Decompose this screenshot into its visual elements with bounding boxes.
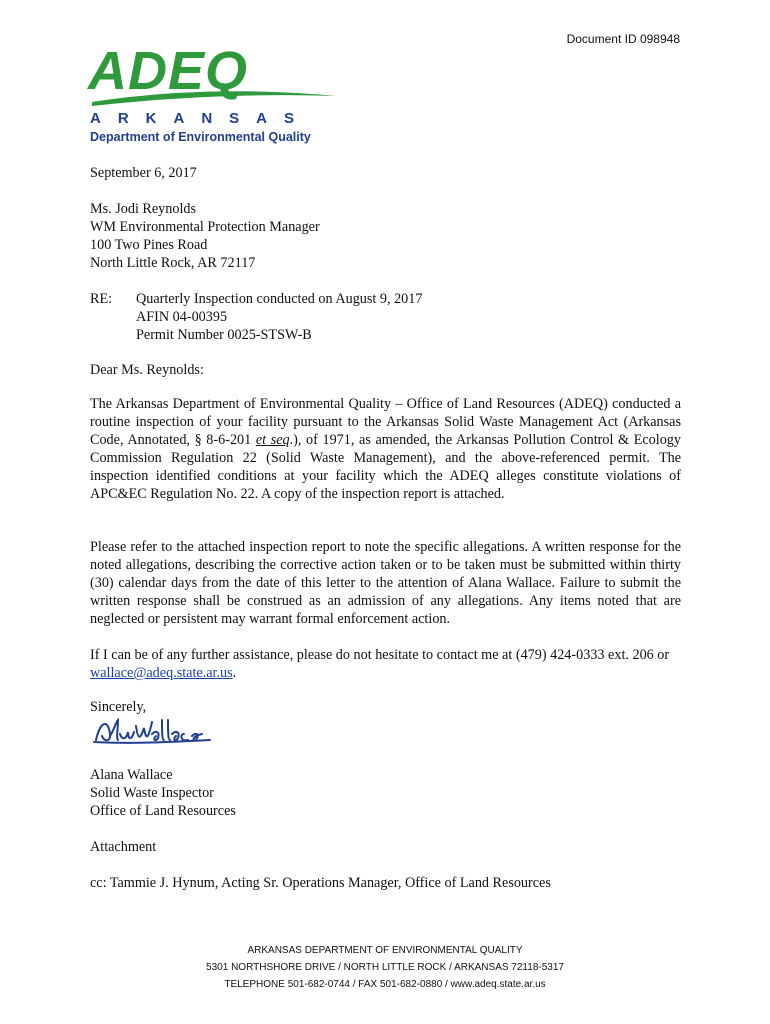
re-label: RE: [90, 291, 113, 307]
paragraph-1-et-seq: et seq [255, 432, 290, 448]
paragraph-3-part-a: If I can be of any further assistance, please do not hesitate to contact me at (479) 424-0333 ext. 206 or [90, 647, 670, 663]
re-lines [136, 290, 422, 344]
re-line: Quarterly Inspection conducted on August 9, 2017 [136, 291, 423, 307]
recipient-line: North Little Rock, AR 72117 [90, 255, 256, 271]
footer-line-1: ARKANSAS DEPARTMENT OF ENVIRONMENTAL QUALITY [247, 945, 523, 956]
paragraph-3 [90, 646, 681, 682]
signer-block [90, 766, 681, 820]
signer-name: Alana Wallace [90, 767, 173, 783]
letter-date: September 6, 2017 [90, 165, 197, 181]
recipient-line: Ms. Jodi Reynolds [90, 201, 197, 217]
recipient-address [90, 200, 681, 272]
handwritten-signature [92, 712, 214, 753]
paragraph-2: Please refer to the attached inspection report to note the specific allegations. A written response for the noted allegations, describing the corrective action taken or to be taken must be submitted within thirty (30) calendar days from the date of this letter to the attention of Alana Wallace. Failure to submit the written response shall be construed as an admission of any allegations. Any items noted that are neglected or persistent may warrant formal enforcement action. [90, 539, 681, 627]
salutation: Dear Ms. Reynolds: [90, 362, 204, 378]
closing: Sincerely, [90, 699, 147, 715]
logo-main-text: ADEQ [88, 41, 249, 101]
signer-title: Solid Waste Inspector [90, 785, 214, 801]
re-block [90, 290, 681, 344]
signer-office: Office of Land Resources [90, 803, 236, 819]
paragraph-3-part-b: . [232, 665, 237, 681]
paragraph-1-part-b: .), of 1971, as amended, the Arkansas Pollution Control & Ecology Commission Regulation 22 (Solid Waste Management), and the above-referenced permit. The inspection identified conditions at your facility which the ADEQ alleges constitute violations of APC&EC Regulation No. 22. A copy of the inspection report is attached. [90, 432, 681, 502]
re-line: AFIN 04-00395 [136, 309, 228, 325]
recipient-line: 100 Two Pines Road [90, 237, 208, 253]
logo-department-text: Department of Environmental Quality [90, 130, 311, 144]
adeq-logo [88, 41, 348, 144]
cc-line: cc: Tammie J. Hynum, Acting Sr. Operations Manager, Office of Land Resources [90, 875, 551, 891]
logo-state-text: ARKANSAS [90, 110, 312, 127]
recipient-line: WM Environmental Protection Manager [90, 219, 320, 235]
email-link[interactable]: wallace@adeq.state.ar.us [90, 665, 233, 681]
re-line: Permit Number 0025-STSW-B [136, 327, 312, 343]
footer-line-3: TELEPHONE 501-682-0744 / FAX 501-682-0880 / www.adeq.state.ar.us [224, 979, 546, 990]
paragraph-1-part-a: The Arkansas Department of Environmental Quality – Office of Land Resources (ADEQ) conducted a routine inspection of your facility pursuant to the Arkansas Solid Waste Management Act (Arkansas Code, Annotated, § 8-6-201 [90, 396, 681, 448]
document-id: Document ID 098948 [566, 32, 680, 46]
paragraph-1 [90, 395, 681, 503]
footer-line-2: 5301 NORTHSHORE DRIVE / NORTH LITTLE ROCK / ARKANSAS 72118-5317 [206, 962, 564, 973]
attachment-note: Attachment [90, 839, 157, 855]
letterhead-footer [0, 942, 770, 993]
signature-graphic [92, 712, 214, 748]
